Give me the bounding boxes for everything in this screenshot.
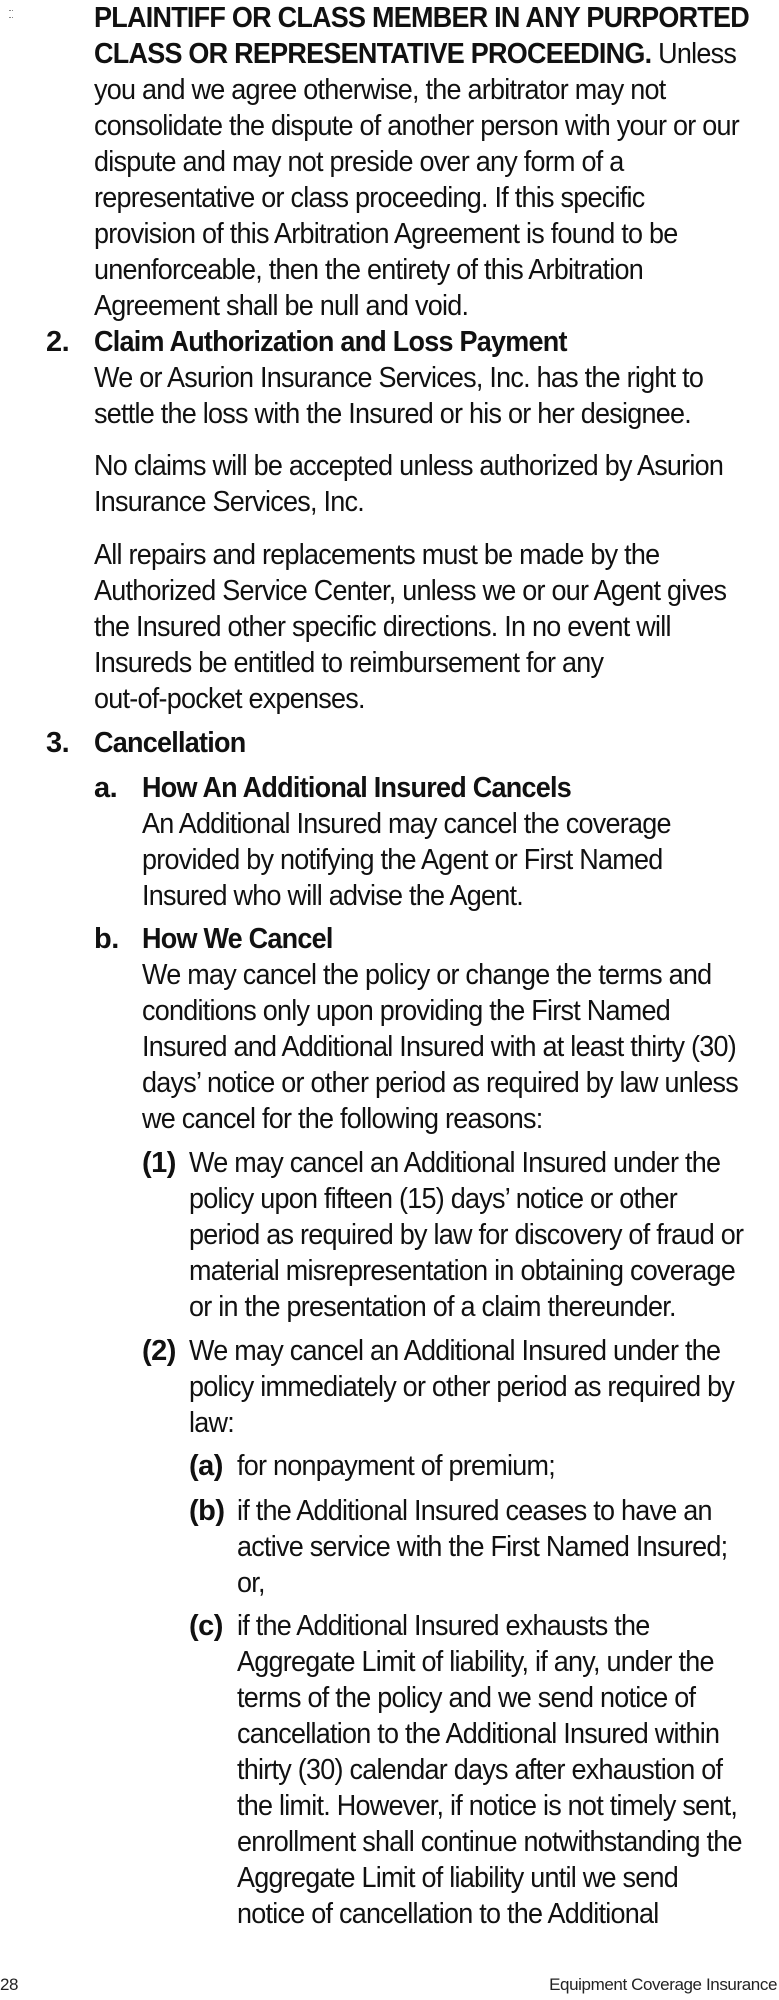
body-line: No claims will be accepted unless authorized by Asurion xyxy=(94,450,724,482)
body-line: Insured and Additional Insured with at least thirty (30) xyxy=(142,1031,736,1063)
body-line: thirty (30) calendar days after exhaustion of xyxy=(237,1754,723,1786)
body-line: we cancel for the following reasons: xyxy=(142,1103,543,1135)
body-line: Authorized Service Center, unless we or our Agent gives xyxy=(94,575,727,607)
body-line: Agreement shall be null and void. xyxy=(94,290,469,322)
body-line: provision of this Arbitration Agreement is found to be xyxy=(94,218,678,250)
page-number: 28 xyxy=(0,1975,19,1994)
body-line: consolidate the dispute of another person with your or our xyxy=(94,110,740,142)
body-line: conditions only upon providing the First Named xyxy=(142,995,670,1027)
body-line: or, xyxy=(237,1567,265,1599)
body-line: unenforceable, then the entirety of this Arbitration xyxy=(94,254,644,286)
corner-mark-icon xyxy=(9,10,13,18)
subsection-b xyxy=(142,921,738,1137)
body-line: or in the presentation of a claim thereunder. xyxy=(189,1291,676,1323)
body-line: if the Additional Insured exhausts the xyxy=(237,1610,650,1642)
body-line: Insured who will advise the Agent. xyxy=(142,880,523,912)
body-line: We or Asurion Insurance Services, Inc. has the right to xyxy=(94,362,704,394)
body-line: policy upon fifteen (15) days’ notice or other xyxy=(189,1183,678,1215)
body-line: We may cancel the policy or change the terms and xyxy=(142,959,712,991)
footer-title: Equipment Coverage Insurance xyxy=(549,1975,777,1994)
item2b-label: (b) xyxy=(189,1495,225,1527)
body-line: representative or class proceeding. If this specific xyxy=(94,182,645,214)
section2 xyxy=(94,324,703,432)
body-line: period as required by law for discovery of fraud or xyxy=(189,1219,744,1251)
subsection-b-label: b. xyxy=(94,923,119,955)
body-line: material misrepresentation in obtaining coverage xyxy=(189,1255,735,1287)
inline-text: Unless xyxy=(658,38,737,70)
section2-number: 2. xyxy=(46,326,70,358)
body-line: terms of the policy and we send notice of xyxy=(237,1682,696,1714)
section2-title: Claim Authorization and Loss Payment xyxy=(94,326,567,358)
body-line: An Additional Insured may cancel the coverage xyxy=(142,808,671,840)
subsection-a-label: a. xyxy=(94,772,118,804)
body-line: active service with the First Named Insured; xyxy=(237,1531,728,1563)
body-line: cancellation to the Additional Insured within xyxy=(237,1718,720,1750)
body-line: Aggregate Limit of liability until we send xyxy=(237,1862,678,1894)
item2-label: (2) xyxy=(142,1335,176,1367)
body-line: the Insured other specific directions. In no event will xyxy=(94,611,671,643)
body-line: All repairs and replacements must be made by the xyxy=(94,539,660,571)
body-line: notice of cancellation to the Additional xyxy=(237,1898,659,1930)
item2a-label: (a) xyxy=(189,1450,223,1482)
body-line: Aggregate Limit of liability, if any, under the xyxy=(237,1646,714,1678)
section3-title-block xyxy=(94,725,245,761)
body-line: settle the loss with the Insured or his or her designee. xyxy=(94,398,691,430)
item2c-label: (c) xyxy=(189,1610,223,1642)
heading-line: PLAINTIFF OR CLASS MEMBER IN ANY PURPORTED xyxy=(94,2,750,34)
item2b xyxy=(237,1493,727,1601)
body-line: provided by notifying the Agent or First Named xyxy=(142,844,663,876)
body-line: enrollment shall continue notwithstanding the xyxy=(237,1826,742,1858)
section2-para2 xyxy=(94,448,723,520)
body-line: you and we agree otherwise, the arbitrator may not xyxy=(94,74,666,106)
section2-para3 xyxy=(94,537,726,717)
body-line: We may cancel an Additional Insured under the xyxy=(189,1335,721,1367)
body-line: Insurance Services, Inc. xyxy=(94,486,364,518)
section3-number: 3. xyxy=(46,727,70,759)
body-line: dispute and may not preside over any form of a xyxy=(94,146,624,178)
body-line: out-of-pocket expenses. xyxy=(94,683,365,715)
heading-line-bold: CLASS OR REPRESENTATIVE PROCEEDING. xyxy=(94,38,652,70)
section1-tail xyxy=(94,0,749,324)
body-line: Insureds be entitled to reimbursement for any xyxy=(94,647,604,679)
body-line: days’ notice or other period as required by law unless xyxy=(142,1067,738,1099)
item2 xyxy=(189,1333,734,1441)
item2c xyxy=(237,1608,742,1932)
subsection-a-title: How An Additional Insured Cancels xyxy=(142,772,571,804)
body-line: We may cancel an Additional Insured under the xyxy=(189,1147,721,1179)
subsection-a xyxy=(142,770,671,914)
section3-title: Cancellation xyxy=(94,727,246,759)
item1 xyxy=(189,1145,743,1325)
body-line: policy immediately or other period as required by xyxy=(189,1371,735,1403)
heading-line-with-text xyxy=(94,36,749,72)
body-line: the limit. However, if notice is not timely sent, xyxy=(237,1790,738,1822)
body-line: for nonpayment of premium; xyxy=(237,1450,555,1482)
item1-label: (1) xyxy=(142,1147,176,1179)
body-line: if the Additional Insured ceases to have an xyxy=(237,1495,712,1527)
body-line: law: xyxy=(189,1407,234,1439)
subsection-b-title: How We Cancel xyxy=(142,923,333,955)
item2a xyxy=(237,1448,555,1484)
